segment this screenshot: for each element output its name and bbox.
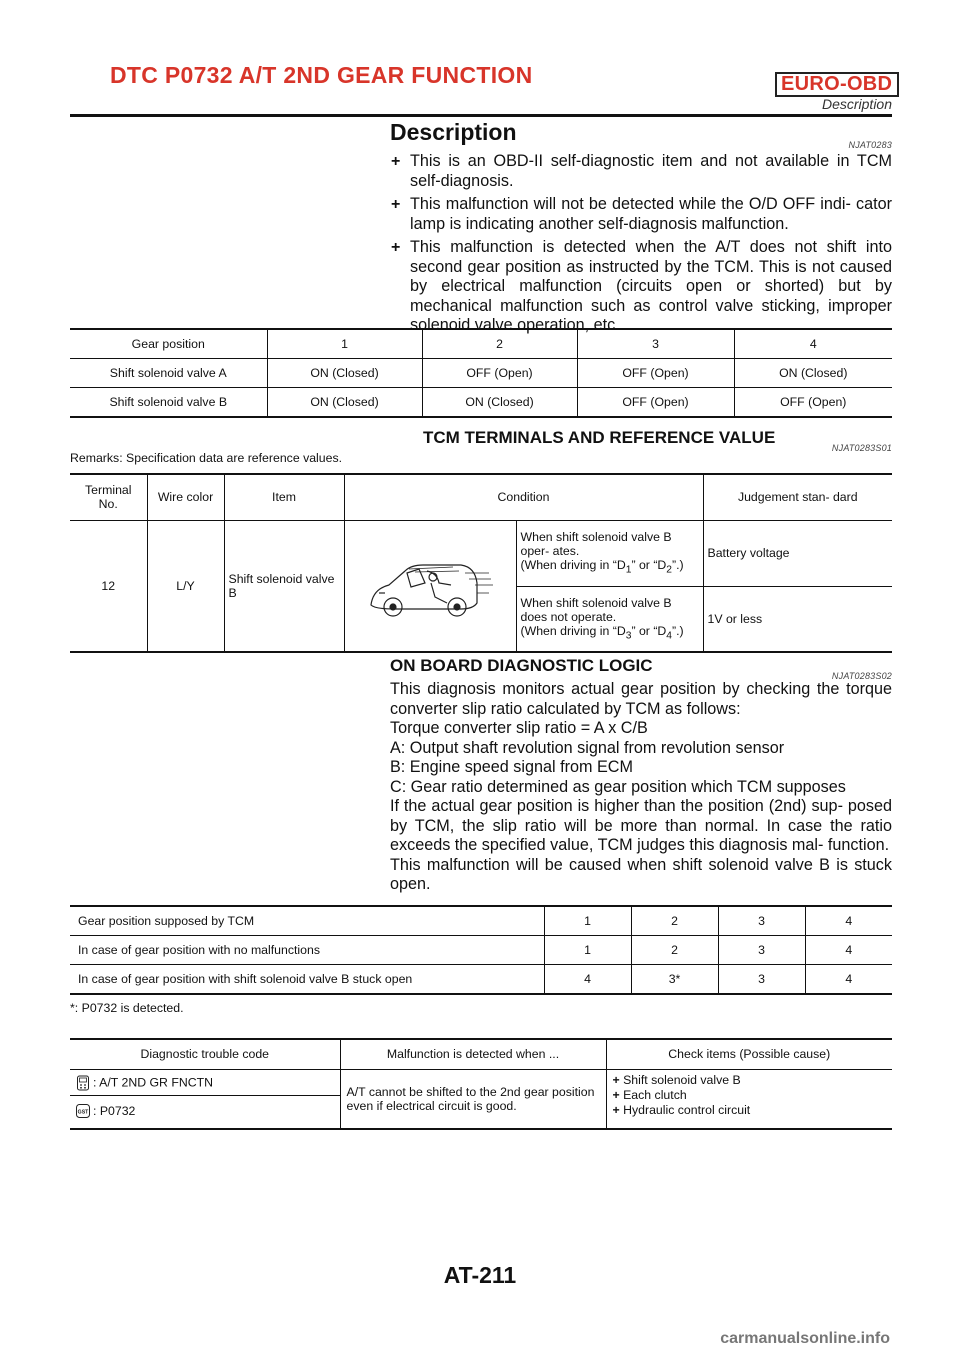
description-bullets (390, 152, 892, 340)
detected-note: *: P0732 is detected. (70, 1001, 184, 1015)
page-header-title: DTC P0732 A/T 2ND GEAR FUNCTION (110, 62, 533, 88)
description-ref: NJAT0283 (848, 140, 892, 150)
table-row (70, 936, 892, 965)
table-header-row (70, 1039, 892, 1069)
watermark: carmanualsonline.info (720, 1330, 890, 1347)
header-judgement: Judgement stan- dard (703, 474, 892, 520)
dtc-table (70, 1038, 892, 1130)
table-cell: OFF (Open) (577, 359, 734, 388)
table-cell: Shift solenoid valve B (70, 388, 267, 418)
table-row (70, 388, 892, 418)
table-cell: 3 (577, 329, 734, 359)
table-cell: Gear position (70, 329, 267, 359)
judgement-battery: Battery voltage (703, 520, 892, 586)
header-condition: Condition (344, 474, 703, 520)
car-driving-illustration (344, 520, 516, 652)
header-wire: Wire color (147, 474, 224, 520)
bullet-mark: + (391, 239, 401, 256)
table-cell: In case of gear position with no malfunctions (70, 936, 544, 965)
table-row (70, 329, 892, 359)
table-cell: OFF (Open) (780, 395, 847, 409)
table-cell: OFF (Open) (422, 359, 577, 388)
description-bullet: + This is an OBD-II self-diagnostic item and not available in TCM self-diagnosis. (391, 152, 892, 190)
table-cell: 3 (718, 936, 805, 965)
table-cell: ON (Closed) (734, 359, 892, 388)
table-cell: Shift solenoid valve A (70, 359, 267, 388)
gst-tool-icon (76, 1104, 90, 1118)
item-name: Shift solenoid valve B (224, 520, 344, 652)
dtc-consult-code: : A/T 2ND GR FNCTN (70, 1069, 340, 1095)
table-cell: 4 (805, 936, 892, 965)
consult-tool-icon (76, 1075, 90, 1091)
header-terminal: Terminal No. (70, 474, 147, 520)
table-cell: 2 (422, 329, 577, 359)
table-row (70, 359, 892, 388)
list-item: + Hydraulic control circuit (612, 1102, 751, 1117)
table-row (70, 520, 892, 586)
malfunction-detected-text: A/T cannot be shifted to the 2nd gear position even if electrical circuit is good. (340, 1069, 606, 1129)
list-item: + Shift solenoid valve B (612, 1072, 741, 1087)
header-detected: Malfunction is detected when ... (340, 1039, 606, 1069)
table-cell: 2 (631, 906, 718, 936)
table-cell: ON (Closed) (267, 359, 422, 388)
table-cell: 4 (734, 329, 892, 359)
bullet-mark: + (391, 153, 401, 170)
header-rule (70, 114, 892, 117)
obd-paragraph: This diagnosis monitors actual gear position by checking the torque converter slip ratio calculated by TCM as follows: Torque converter slip ratio = A x C/B A: Output shaft revolution signal from revolution sensor B: Engine speed signal from ECM C: Gear ratio determined as gear position which TCM supposes If the actual gear position is higher than the position (2nd) sup- posed by TCM, the slip ratio will be more than normal. In case the ratio exceeds the specified value, TCM judges this diagnosis mal- function. This malfunction will be caused when shift solenoid valve B is stuck open. (390, 680, 892, 893)
supposed-gear-table (70, 905, 892, 995)
description-bullet: + This malfunction will not be detected while the O/D OFF indi- cator lamp is indicating another self-diagnosis malfunction. (391, 195, 892, 233)
table-cell: OFF (Open) (577, 388, 734, 418)
table-cell: 4 (544, 965, 631, 995)
judgement-1v: 1V or less (707, 611, 763, 626)
list-item: + Each clutch (612, 1087, 687, 1102)
table-cell: Gear position supposed by TCM (70, 906, 544, 936)
svg-text:GST: GST (77, 1109, 89, 1116)
table-cell: 3* (631, 965, 718, 995)
page-number: AT-211 (443, 1262, 517, 1288)
tcm-remarks: Remarks: Specification data are reference values. (70, 451, 343, 465)
description-bullet: + This malfunction is detected when the A/T does not shift into second gear position as instructed by the TCM. This is not caused by electrical malfunction (circuits open or shorted) but by mechanical malfunction such as control valve sticking, improper solenoid valve operation, etc. (391, 238, 892, 334)
description-title: Description (390, 119, 517, 145)
terminal-number: 12 (70, 520, 147, 652)
table-row (70, 1069, 892, 1095)
table-cell: ON (Closed) (422, 388, 577, 418)
header-dtc: Diagnostic trouble code (70, 1039, 340, 1069)
condition-not-operate: When shift solenoid valve B does not operate. (When driving in “$D_3$” or “$D_4$”.) (516, 586, 703, 652)
check-items-list (606, 1069, 892, 1129)
table-cell: ON (Closed) (267, 388, 422, 418)
table-cell: In case of gear position with shift solenoid valve B stuck open (70, 965, 544, 995)
tcm-terminal-table (70, 473, 892, 653)
table-row (70, 906, 892, 936)
obd-section-title: ON BOARD DIAGNOSTIC LOGIC (390, 656, 653, 675)
tcm-section-title: TCM TERMINALS AND REFERENCE VALUE (423, 428, 776, 447)
car-icon (365, 543, 495, 625)
table-row (70, 965, 892, 995)
header-subtitle: Description (821, 96, 892, 112)
obd-ref: NJAT0283S02 (831, 671, 892, 681)
table-cell: 3 (718, 906, 805, 936)
table-cell: 1 (267, 329, 422, 359)
tcm-ref: NJAT0283S01 (831, 443, 892, 453)
bullet-mark: + (391, 196, 401, 213)
header-item: Item (224, 474, 344, 520)
table-header-row (70, 474, 892, 520)
gear-position-table (70, 328, 892, 418)
table-cell: 4 (805, 906, 892, 936)
table-cell: 2 (631, 936, 718, 965)
table-cell: 4 (845, 972, 853, 986)
condition-operates: When shift solenoid valve B oper- ates. (When driving in “$D_1$” or “$D_2$”.) (516, 520, 703, 586)
table-cell: 3 (718, 965, 805, 995)
wire-color: L/Y (147, 520, 224, 652)
table-cell: 1 (544, 906, 631, 936)
dtc-gst-code: GST : P0732 (70, 1095, 340, 1129)
table-cell: 1 (544, 936, 631, 965)
header-check-items: Check items (Possible cause) (606, 1039, 892, 1069)
euro-obd-badge: EURO-OBD (775, 72, 899, 97)
